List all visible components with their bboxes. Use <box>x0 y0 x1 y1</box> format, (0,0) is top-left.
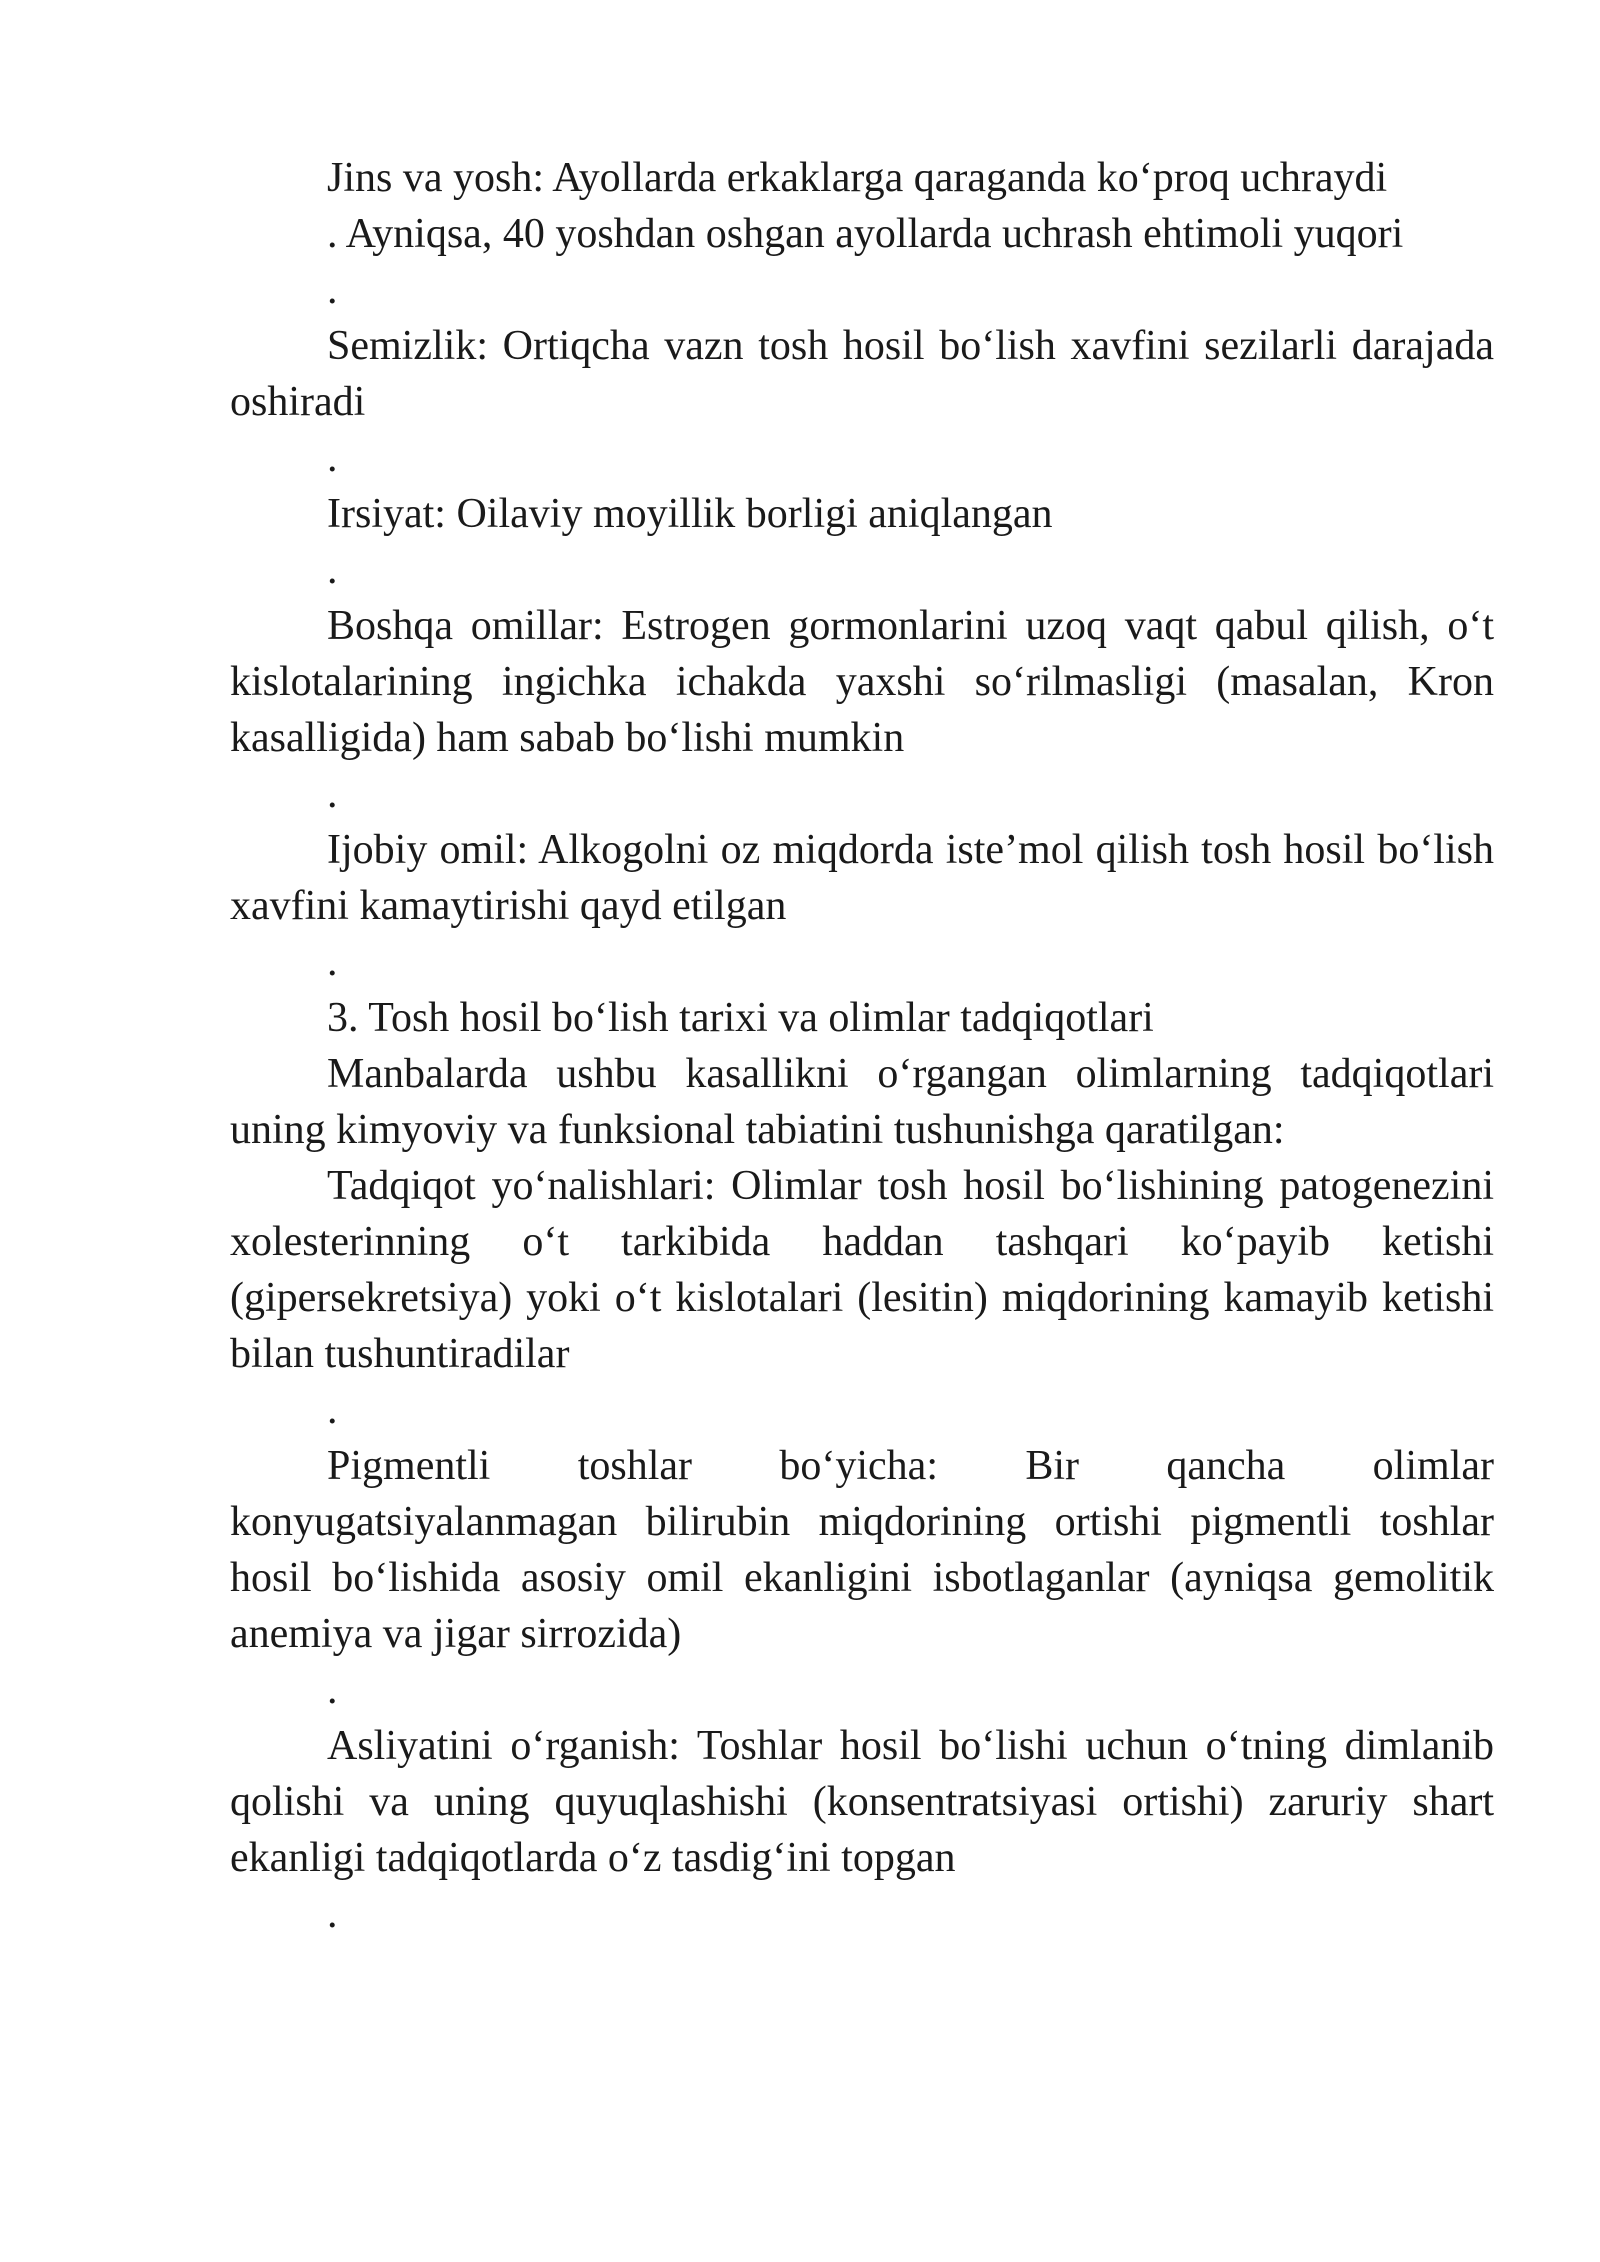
paragraph-jins-va-yosh: Jins va yosh: Ayollarda erkaklarga qaraganda ko‘proq uchraydi <box>327 155 1388 201</box>
paragraph-boshqa-omillar: Boshqa omillar: Estrogen gormonlarini uzoq vaqt qabul qilish, o‘t kislotalarining ingichka ichakda yaxshi so‘rilmasligi (masalan, Kron kasalligida) ham sabab bo‘lishi mumkin <box>230 603 1494 761</box>
period-line: . <box>327 547 338 593</box>
period-line: . <box>327 435 338 481</box>
paragraph-semizlik: Semizlik: Ortiqcha vazn tosh hosil bo‘lish xavfini sezilarli darajada oshiradi <box>230 323 1494 425</box>
period-line: . <box>327 1387 338 1433</box>
paragraph-manbalarda: Manbalarda ushbu kasallikni o‘rgangan olimlarning tadqiqotlari uning kimyoviy va funksional tabiatini tushunishga qaratilgan: <box>230 1051 1494 1153</box>
period-line: . <box>327 267 338 313</box>
paragraph-asliyatini-organish: Asliyatini o‘rganish: Toshlar hosil bo‘lishi uchun o‘tning dimlanib qolishi va uning quyuqlashishi (konsentratsiyasi ortishi) zaruriy shart ekanligi tadqiqotlarda o‘z tasdig‘ini topgan <box>230 1723 1494 1881</box>
period-line: . <box>327 1667 338 1713</box>
section-heading: 3. Tosh hosil bo‘lish tarixi va olimlar tadqiqotlari <box>327 995 1154 1041</box>
paragraph-pigmentli-toshlar: Pigmentli toshlar bo‘yicha: Bir qancha olimlar konyugatsiyalanmagan bilirubin miqdorining ortishi pigmentli toshlar hosil bo‘lishida asosiy omil ekanligini isbotlaganlar (ayniqsa gemolitik anemiya va jigar sirrozida) <box>230 1443 1494 1657</box>
paragraph-ijobiy-omil: Ijobiy omil: Alkogolni oz miqdorda iste’mol qilish tosh hosil bo‘lish xavfini kamaytirishi qayd etilgan <box>230 827 1494 929</box>
paragraph-ayniqsa: . Ayniqsa, 40 yoshdan oshgan ayollarda uchrash ehtimoli yuqori <box>327 211 1404 257</box>
paragraph-irsiyat: Irsiyat: Oilaviy moyillik borligi aniqlangan <box>327 491 1053 537</box>
period-line: . <box>327 1891 338 1937</box>
period-line: . <box>327 771 338 817</box>
document-page <box>230 150 1494 1942</box>
paragraph-tadqiqot-yonalishlari: Tadqiqot yo‘nalishlari: Olimlar tosh hosil bo‘lishining patogenezini xolesterinning o‘t tarkibida haddan tashqari ko‘payib ketishi (gipersekretsiya) yoki o‘t kislotalari (lesitin) miqdorining kamayib ketishi bilan tushuntiradilar <box>230 1163 1494 1377</box>
period-line: . <box>327 939 338 985</box>
